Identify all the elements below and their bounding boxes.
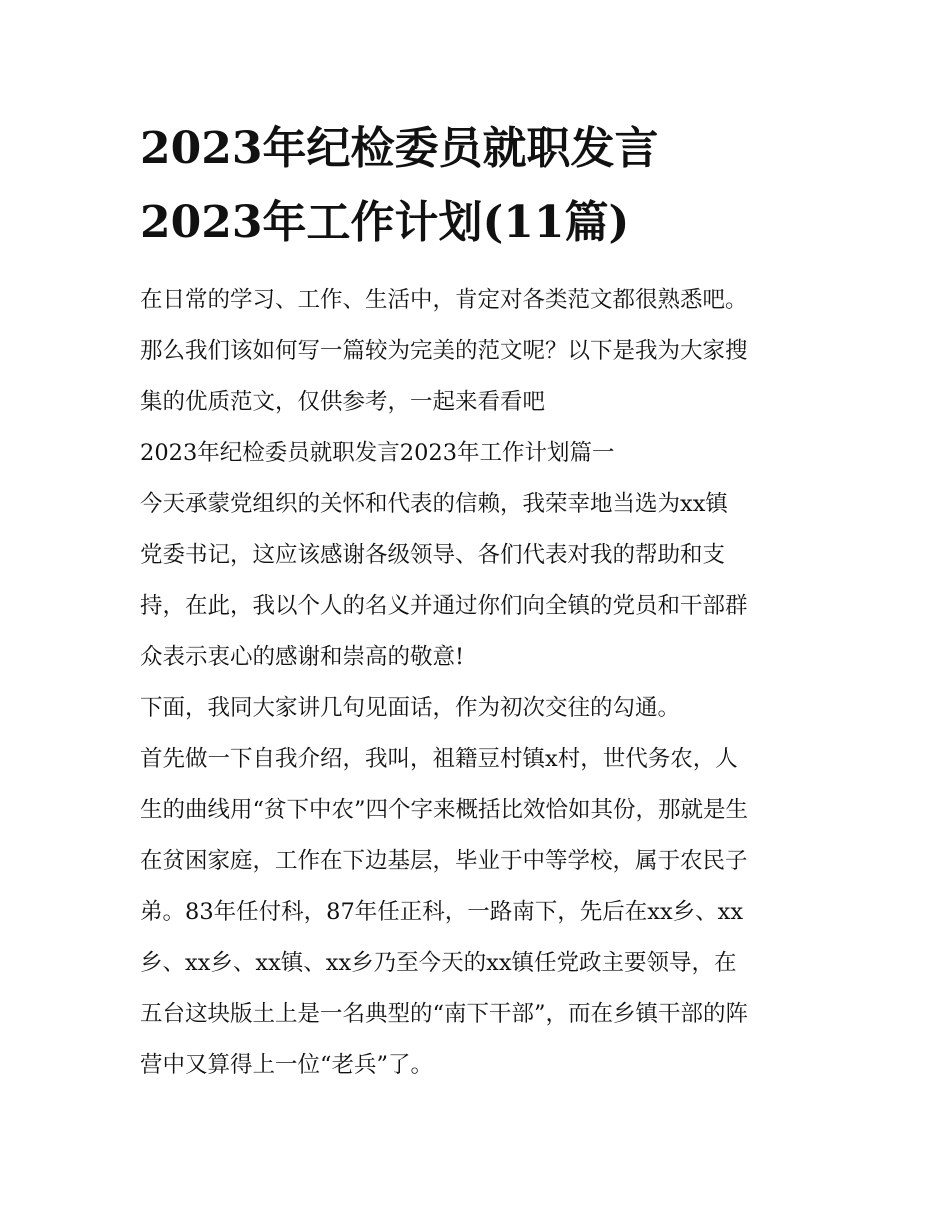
body-line: 集的优质范文，仅供参考，一起来看看吧 — [140, 389, 546, 415]
document-page — [140, 118, 820, 1091]
title-line-1: 2023年纪检委员就职发言 — [140, 123, 659, 174]
body-line: 持，在此，我以个人的名义并通过你们向全镇的党员和干部群 — [140, 593, 748, 619]
body-line: 在贫困家庭，工作在下边基层，毕业于中等学校，属于农民子 — [140, 848, 748, 874]
body-line: 今天承蒙党组织的关怀和代表的信赖，我荣幸地当选为xx镇 — [140, 491, 728, 517]
body-line: 众表示衷心的感谢和崇高的敬意! — [140, 644, 465, 670]
section-heading: 2023年纪检委员就职发言2023年工作计划篇一 — [140, 440, 615, 466]
body-line: 营中又算得上一位“老兵”了。 — [140, 1052, 434, 1078]
body-line: 弟。83年任付科，87年任正科，一路南下，先后在xx乡、xx — [140, 899, 744, 925]
body-line: 五台这块版土上是一名典型的“南下干部”，而在乡镇干部的阵 — [140, 1001, 749, 1027]
body-line: 下面，我同大家讲几句见面话，作为初次交往的勾通。 — [140, 695, 681, 721]
title-line-2: 2023年工作计划(11篇) — [140, 197, 630, 248]
body-line: 党委书记，这应该感谢各级领导、各们代表对我的帮助和支 — [140, 542, 726, 568]
body-line: 首先做一下自我介绍，我叫，祖籍豆村镇x村，世代务农，人 — [140, 746, 738, 772]
body-line: 生的曲线用“贫下中农”四个字来概括比效恰如其份，那就是生 — [140, 797, 749, 823]
document-body — [140, 275, 820, 1091]
body-line: 乡、xx乡、xx镇、xx乡乃至今天的xx镇任党政主要领导，在 — [140, 950, 737, 976]
document-title — [140, 118, 820, 254]
body-line: 在日常的学习、工作、生活中，肯定对各类范文都很熟悉吧。 — [140, 287, 748, 313]
body-line: 那么我们该如何写一篇较为完美的范文呢？以下是我为大家搜 — [140, 338, 748, 364]
